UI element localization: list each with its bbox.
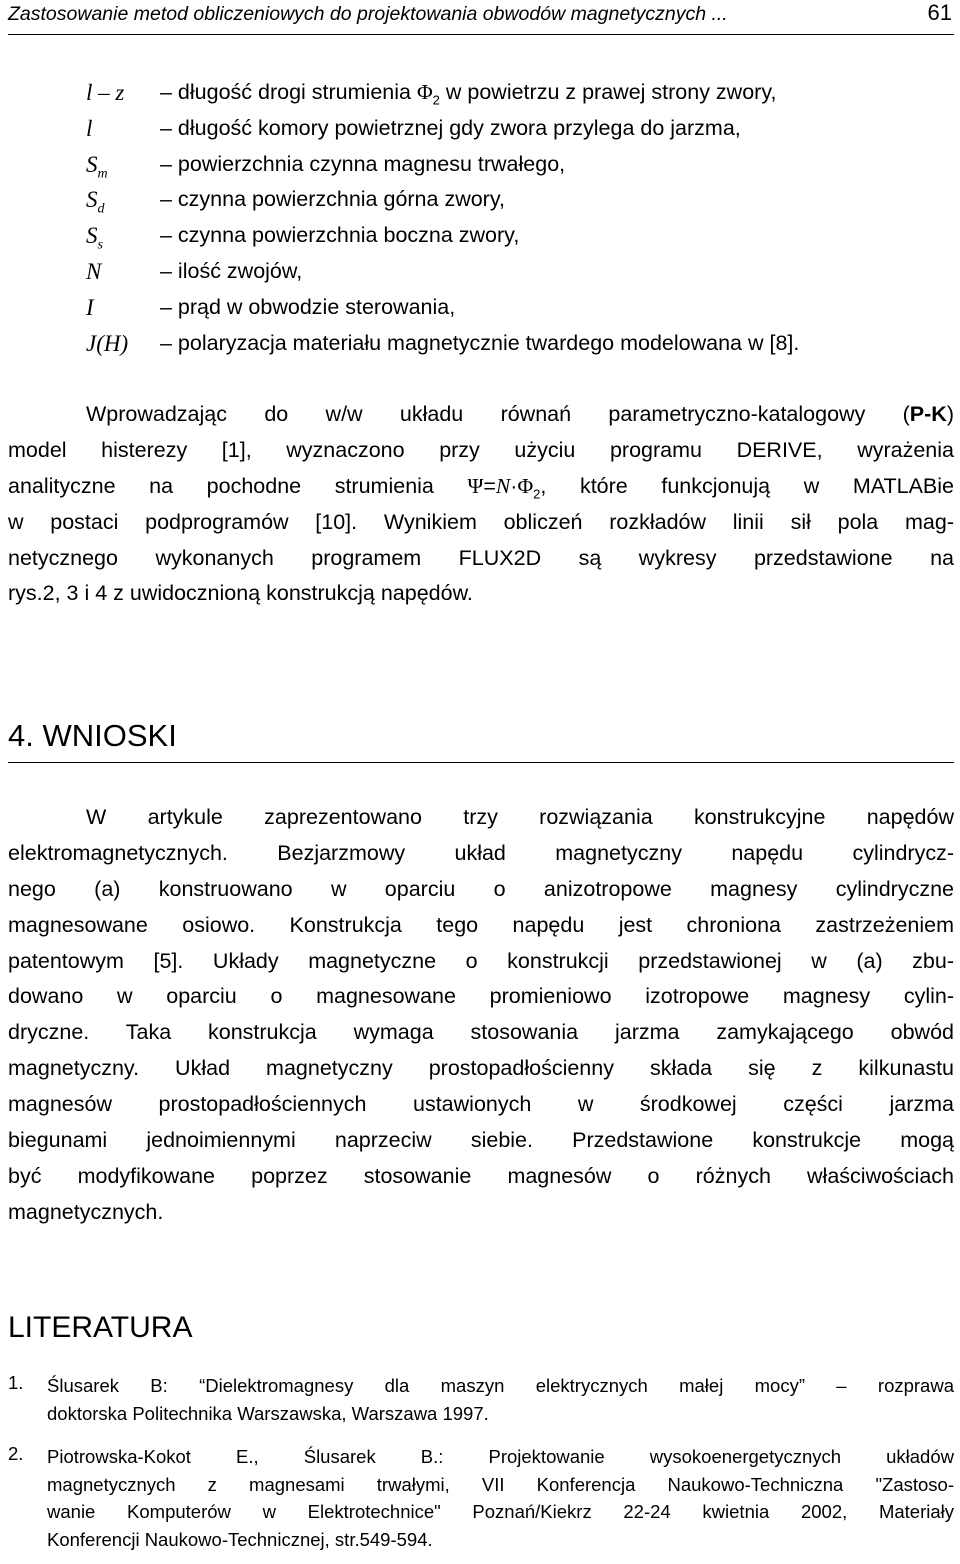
n-symbol: N xyxy=(495,473,511,498)
text-line: rys.2, 3 i 4 z uwidocznioną konstrukcją napędów. xyxy=(8,581,473,606)
running-title: Zastosowanie metod obliczeniowych do projektowania obwodów magnetycznych ... xyxy=(8,3,728,25)
symbol-row xyxy=(0,78,960,114)
text-line xyxy=(8,800,954,836)
reference-item xyxy=(8,1372,954,1427)
phi-symbol: Φ xyxy=(517,473,534,498)
symbol: J(H) xyxy=(86,330,129,356)
symbol-description: – ilość zwojów, xyxy=(160,258,303,283)
symbol: N xyxy=(86,258,102,284)
text-line: netycznego wykonanych programem FLUX2D są wykresy przedstawione na xyxy=(8,545,954,570)
symbol-row xyxy=(0,293,960,329)
reference-list xyxy=(8,1372,954,1564)
text-line: dryczne. Taka konstrukcja wymaga stosowania jarzma zamykającego obwód xyxy=(8,1020,954,1045)
equals-sign: = xyxy=(483,473,496,498)
reference-number: 2. xyxy=(8,1443,24,1464)
reference-line: Piotrowska-Kokot E., Ślusarek B.: Projektowanie wysokoenergetycznych układów xyxy=(47,1446,954,1467)
pk-model-label: P-K xyxy=(909,402,947,426)
symbol-description: – długość komory powietrznej gdy zwora przylega do jarzma, xyxy=(160,115,741,140)
symbol-description: – prąd w obwodzie sterowania, xyxy=(160,294,456,319)
text-line xyxy=(8,397,954,433)
section-divider xyxy=(8,762,954,763)
text-line: być modyfikowane poprzez stosowanie magnesów o różnych właściwościach xyxy=(8,1163,954,1188)
symbol-description: – powierzchnia czynna magnesu trwałego, xyxy=(160,151,566,176)
page-number: 61 xyxy=(927,0,952,25)
symbol-row xyxy=(0,150,960,186)
section-heading: 4. WNIOSKI xyxy=(8,718,177,753)
text-segment: Wprowadzając do w/w układu równań parametryczno-katalogowy ( xyxy=(86,402,910,426)
text-line: patentowym [5]. Układy magnetyczne o konstrukcji przedstawionej w (a) zbu- xyxy=(8,948,954,973)
symbol-row xyxy=(0,114,960,150)
reference-line: wanie Komputerów w Elektrotechnice" Poznań/Kiekrz 22-24 kwietnia 2002, Materiały xyxy=(47,1501,954,1522)
reference-line: Konferencji Naukowo-Technicznej, str.549-594. xyxy=(47,1528,433,1550)
symbol-base: S xyxy=(86,151,98,177)
symbol-row xyxy=(0,329,960,365)
symbol-subscript: s xyxy=(97,237,103,253)
body-paragraph xyxy=(8,397,954,612)
text-line: magnesów prostopadłościennych ustawionych w środkowej części jarzma xyxy=(8,1092,954,1117)
symbol-description xyxy=(160,80,776,107)
text-line: model histerezy [1], wyznaczono przy użyciu programu DERIVE, wyrażenia xyxy=(8,437,954,462)
text-segment: W artykule zaprezentowano trzy rozwiązania konstrukcyjne napędów xyxy=(86,805,954,829)
text-line: elektromagnetycznych. Bezjarzmowy układ magnetyczny napędu cylindrycz- xyxy=(8,840,954,865)
symbol-description: – polaryzacja materiału magnetycznie twardego modelowana w [8]. xyxy=(160,330,800,355)
text-line: dowano w oparciu o magnesowane promieniowo izotropowe magnesy cylin- xyxy=(8,984,954,1009)
symbol-description: – czynna powierzchnia boczna zwory, xyxy=(160,223,520,248)
symbol xyxy=(86,152,108,183)
dot-operator: · xyxy=(510,473,518,498)
reference-line: magnetycznych z magnesami trwałymi, VII Konferencja Naukowo-Techniczna "Zastoso- xyxy=(47,1473,954,1495)
symbol-base: S xyxy=(86,223,98,249)
text-line: magnetycznych. xyxy=(8,1199,164,1224)
symbol-description: – czynna powierzchnia górna zwory, xyxy=(160,187,505,212)
symbol xyxy=(86,187,105,218)
symbol: l – z xyxy=(86,80,125,105)
symbol: I xyxy=(86,294,94,320)
reference-line: Ślusarek B: “Dielektromagnesy dla maszyn elektrycznych małej mocy” – rozprawa xyxy=(47,1375,954,1396)
symbol-subscript: d xyxy=(97,201,105,217)
text-line xyxy=(8,469,954,505)
symbol-base: S xyxy=(86,187,98,213)
description-text: w powietrzu z prawej strony zwory, xyxy=(439,80,777,104)
text-line: biegunami jednoimiennymi naprzeciw siebie. Przedstawione konstrukcje mogą xyxy=(8,1128,954,1153)
symbol xyxy=(86,223,103,254)
reference-number: 1. xyxy=(8,1372,24,1393)
description-text: – długość drogi strumienia xyxy=(160,80,417,104)
text-segment: analityczne na pochodne strumienia xyxy=(8,473,468,498)
symbol-row xyxy=(0,221,960,257)
text-line: magnetyczny. Układ magnetyczny prostopadłościenny składa się z kilkunastu xyxy=(8,1056,954,1081)
phi-subscript: 2 xyxy=(432,92,440,108)
text-line: w postaci podprogramów [10]. Wynikiem obliczeń rozkładów linii sił pola mag- xyxy=(8,509,954,534)
psi-symbol: Ψ xyxy=(467,473,484,498)
literature-heading: LITERATURA xyxy=(8,1311,193,1344)
phi-subscript: 2 xyxy=(533,486,541,502)
reference-item xyxy=(8,1443,954,1553)
phi-symbol: Φ xyxy=(416,80,433,104)
symbol-subscript: m xyxy=(97,166,108,182)
text-line: magnesowane osiowo. Konstrukcja tego napędu jest chroniona zastrzeżeniem xyxy=(8,912,954,937)
text-segment: , które funkcjonują w MATLABie xyxy=(540,473,954,498)
symbol: l xyxy=(86,115,93,141)
symbol-list xyxy=(0,78,960,364)
symbol-row xyxy=(0,185,960,221)
reference-line: doktorska Politechnika Warszawska, Warszawa 1997. xyxy=(47,1402,489,1424)
symbol-row xyxy=(0,257,960,293)
conclusions-paragraph xyxy=(8,800,954,1231)
text-line: nego (a) konstruowano w oparciu o anizotropowe magnesy cylindryczne xyxy=(8,876,954,901)
running-header xyxy=(8,0,954,35)
text-segment: ) xyxy=(946,402,954,426)
